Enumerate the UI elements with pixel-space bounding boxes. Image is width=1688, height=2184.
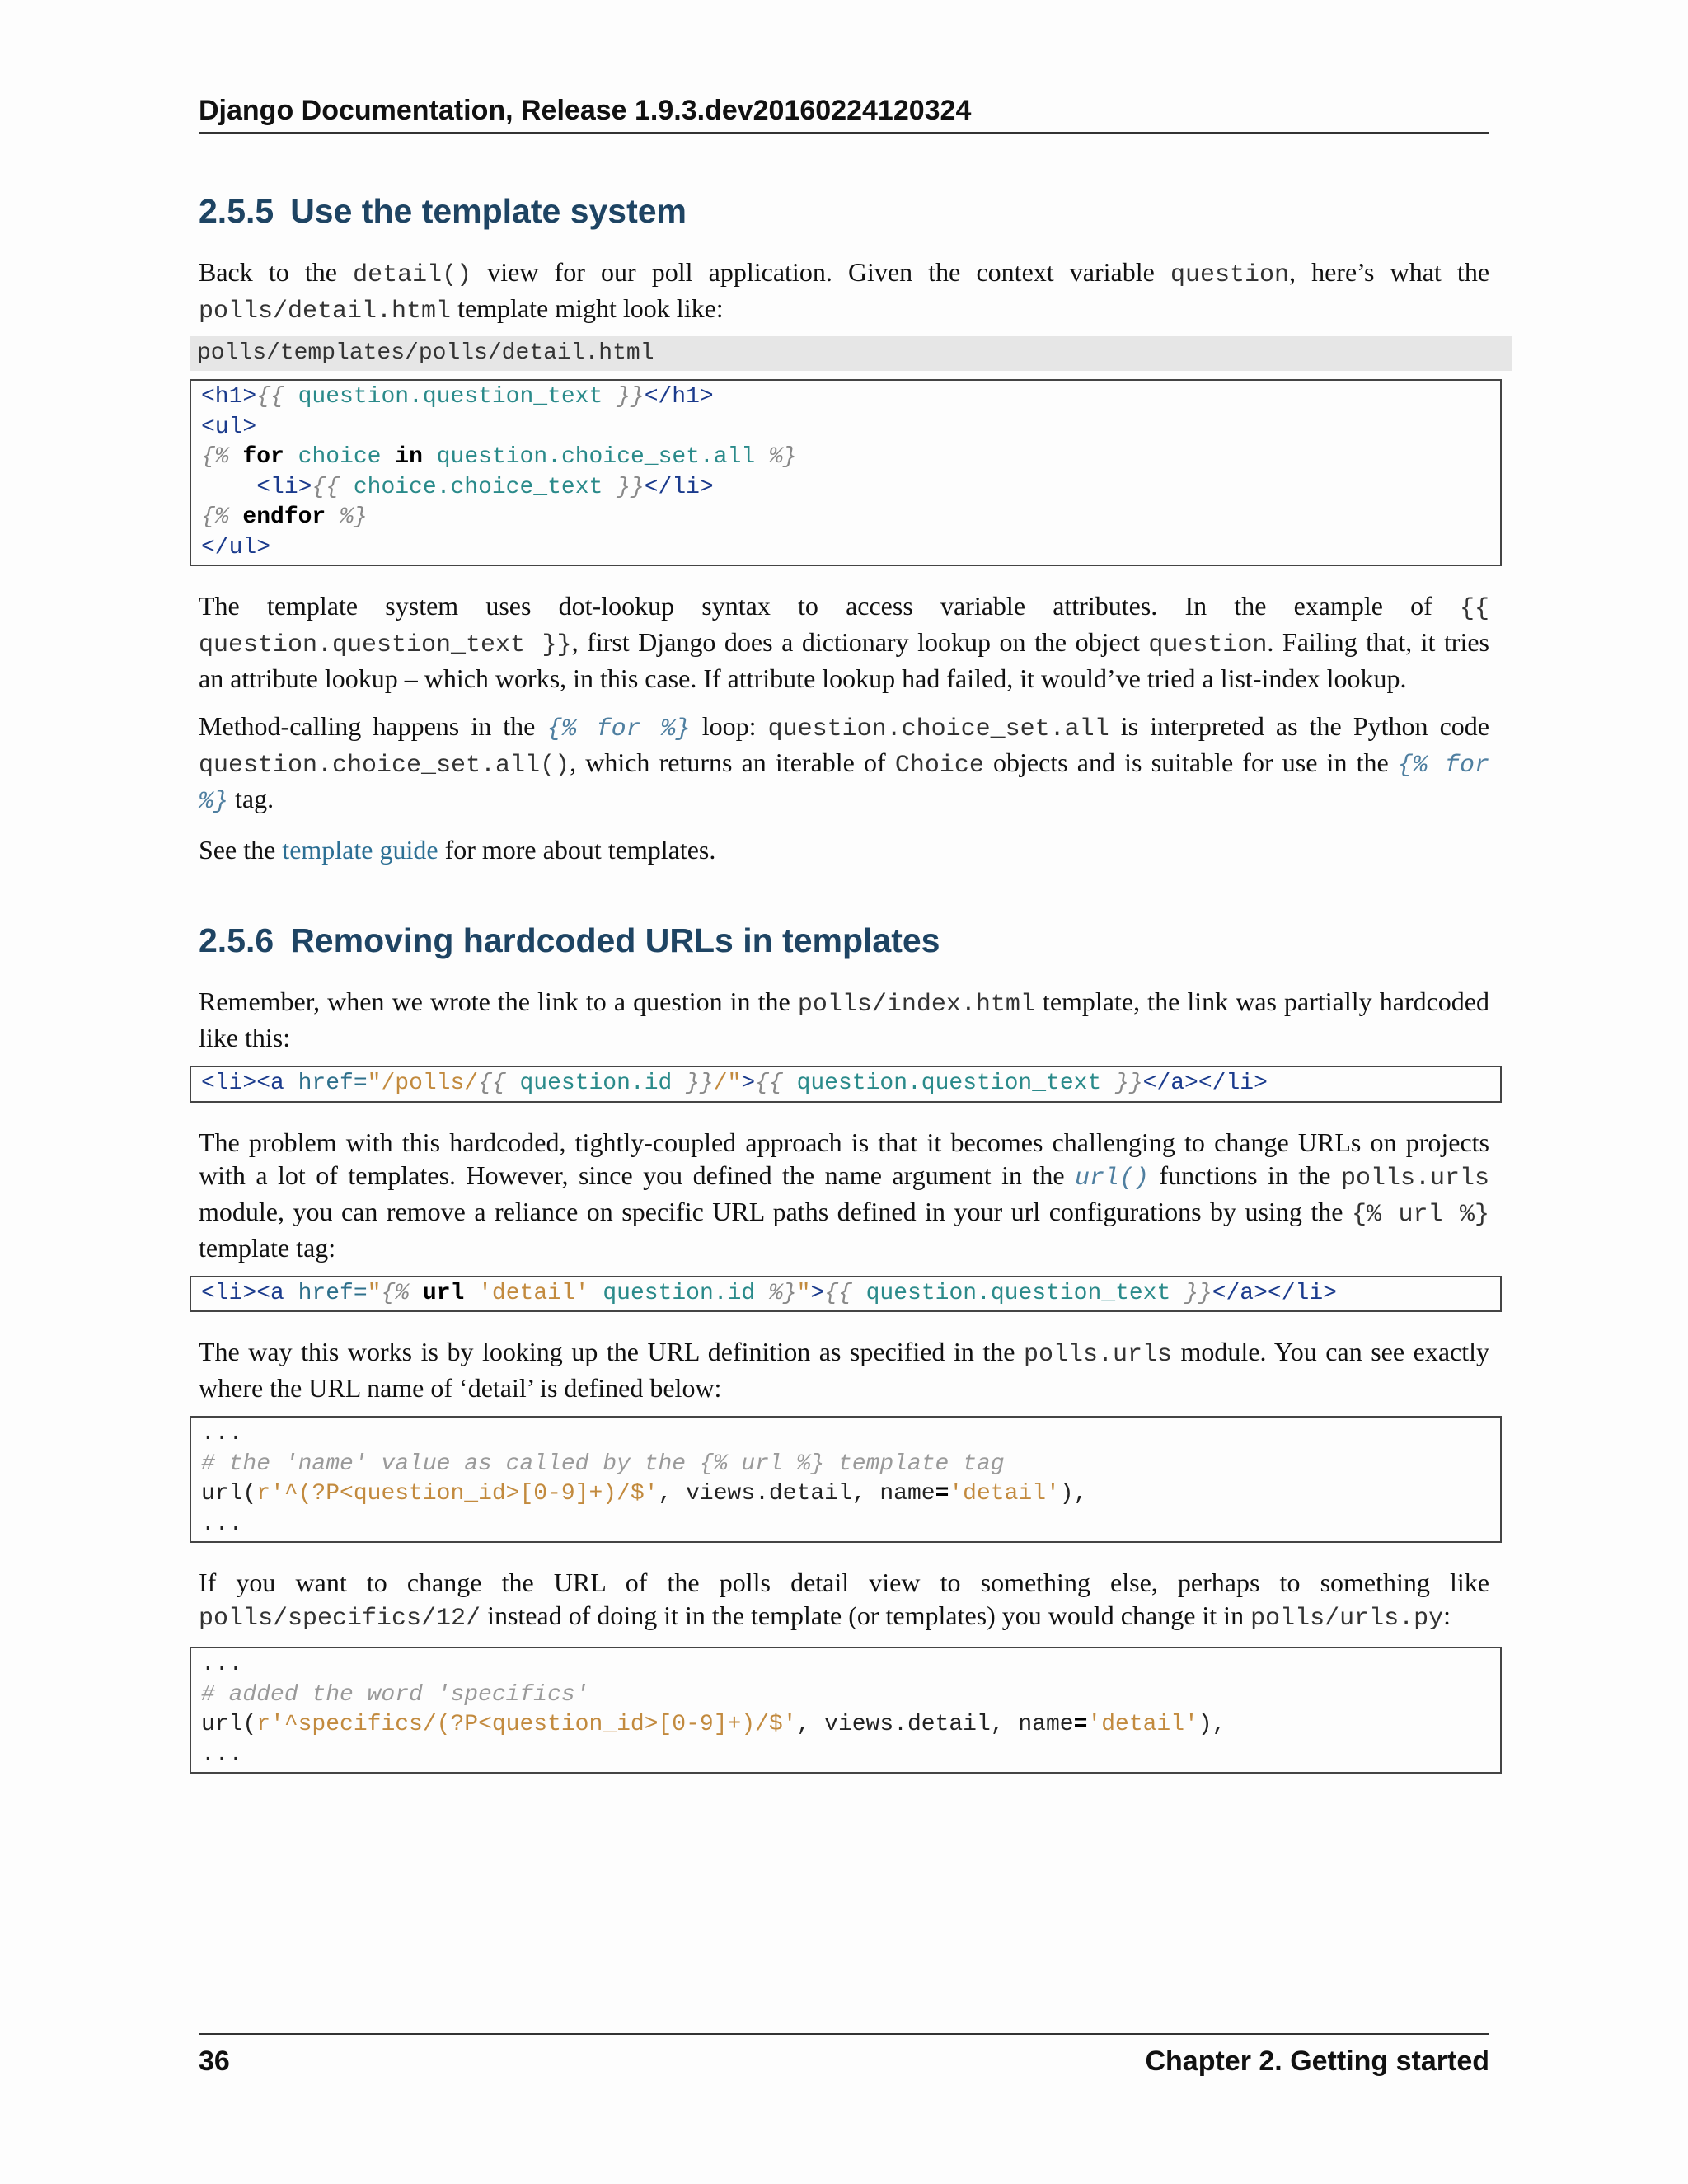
text: for more about templates. [438,835,716,865]
text: Remember, when we wrote the link to a question in the [199,987,798,1016]
inline-code: polls/index.html [797,991,1035,1019]
code-token: {{ [755,1071,783,1096]
inline-code: polls.urls [1340,1164,1490,1193]
code-token: 'detail' [1087,1712,1198,1737]
code-token: href= [284,1071,368,1096]
text: template might look like: [451,293,724,323]
text: view for our poll application. Given the context variable [471,257,1170,287]
code-token: " [367,1280,382,1306]
code-token: <h1> [201,384,257,410]
code-token: question.question_text [284,384,617,410]
paragraph [199,710,1489,818]
text: module. You can see exactly where the URL name of ‘detail’ is defined below: [199,1337,1490,1403]
paragraph [199,1566,1489,1635]
section-heading-2-5-5 [199,188,1489,234]
code-token: <ul> [201,414,257,440]
code-token: in [395,444,423,470]
inline-code: Choice [894,752,984,780]
text: The template system uses dot-lookup syntax to access variable attributes. In the example of [199,591,1460,621]
code-token: 'detail' [478,1280,589,1306]
text: Method-calling happens in the [199,711,547,741]
text: template, the link was partially hardcoded like this: [199,987,1490,1052]
text: functions in the [1149,1160,1341,1190]
code-token: %} [340,504,368,530]
code-token: = [1073,1712,1088,1737]
paragraph [199,985,1489,1054]
code-block-hardcoded-link [190,1066,1502,1103]
text: instead of doing it in the template (or templates) you would change it in [481,1601,1251,1630]
text: . Failing that, it tries an attribute lookup – which works, in this case. If attribute lookup had failed, it would’ve tried a list-index lookup. [199,627,1490,693]
code-token: href= [284,1280,368,1306]
code-token: %} [769,444,797,470]
text: If you want to change the URL of the polls detail view to something else, perhaps to something like [199,1568,1489,1597]
code-token: %} [768,1280,797,1306]
section-title: Removing hardcoded URLs in templates [290,921,940,959]
code-token: }} [617,384,645,410]
chapter-title: Chapter 2. Getting started [1145,2046,1489,2077]
code-token: question.question_text [851,1280,1185,1306]
text: , here’s what the [1288,257,1490,287]
inline-code: question [1170,261,1289,289]
code-token: url( [201,1712,257,1737]
code-token: question.choice_set.all [436,444,756,470]
inline-code: url() [1075,1164,1150,1193]
section-title: Use the template system [290,192,687,230]
code-token: </a></li> [1212,1280,1337,1306]
code-block-urls-detail [190,1416,1502,1543]
paragraph [199,1335,1489,1404]
paragraph [199,1126,1489,1264]
code-block-url-tag [190,1276,1502,1313]
inline-code: polls/urls.py [1250,1605,1444,1633]
code-token: endfor [242,504,326,530]
text: Back to the [199,257,354,287]
code-token: > [741,1071,756,1096]
code-comment: # added the word 'specifics' [201,1681,589,1708]
code-token: > [810,1280,825,1306]
code-token: }} [1184,1280,1212,1306]
code-token: ... [201,1421,243,1446]
paragraph [199,589,1489,695]
inline-code: polls.urls [1023,1341,1173,1369]
inline-code: polls/specifics/12/ [199,1605,481,1633]
text: is interpreted as the Python code [1109,711,1489,741]
code-token: {{ [478,1071,506,1096]
code-token: url [422,1280,465,1306]
page-content [199,188,1489,1774]
code-token: </h1> [644,384,714,410]
inline-code: {% url %} [1351,1200,1490,1229]
code-token: {% [381,1280,410,1306]
code-token: <li><a [201,1071,284,1096]
code-token: ... [201,1652,243,1677]
code-block-urls-specifics [190,1647,1502,1774]
text: : [1443,1601,1451,1630]
code-token: ... [201,1741,243,1768]
inline-code: {% for %} [199,752,1489,816]
code-token: /" [713,1071,742,1096]
inline-code: polls/detail.html [199,298,452,326]
text: The way this works is by looking up the URL definition as specified in the [199,1337,1024,1366]
code-token: " [796,1280,811,1306]
code-token: question.id [588,1280,769,1306]
code-token: {% [201,504,229,530]
code-token: }} [686,1071,714,1096]
code-token: {{ [256,384,284,410]
code-comment: # the 'name' value as called by the {% url %} template tag [201,1451,1005,1477]
text: loop: [690,711,768,741]
code-token: ), [1198,1712,1226,1737]
code-token: url( [201,1481,257,1507]
text: objects and is suitable for use in the [983,748,1398,777]
text: The problem with this hardcoded, tightly-coupled approach is that it becomes challenging to change URLs on projects with a lot of templates. However, since you defined the name argument in the [199,1127,1489,1190]
code-token: }} [1115,1071,1143,1096]
code-token: {{ [312,474,340,500]
inline-code: detail() [353,261,472,289]
code-token: = [935,1481,950,1507]
section-number: 2.5.5 [199,192,274,230]
code-token: ... [201,1511,243,1537]
code-token: <li> [256,474,312,500]
code-block-detail-template [190,379,1502,566]
code-token: {{ [824,1280,852,1306]
code-token: choice.choice_text [340,474,617,500]
code-token: }} [617,474,645,500]
running-header: Django Documentation, Release 1.9.3.dev20160224120324 [199,92,1489,134]
inline-code: {{ question.question_text }} [199,595,1489,659]
code-token: </ul> [201,534,271,560]
section-number: 2.5.6 [199,921,274,959]
section-heading-2-5-6 [199,917,1489,963]
code-token: <li><a [201,1280,284,1306]
code-token: r'^(?P<question_id>[0-9]+)/$' [256,1481,659,1507]
code-token: , views.detail, name [658,1481,935,1507]
page-number: 36 [199,2046,230,2077]
code-caption: polls/templates/polls/detail.html [190,336,1512,371]
text: template tag: [199,1232,336,1263]
code-token: question.question_text [782,1071,1116,1096]
code-token: choice [298,444,382,470]
code-token: {% [201,444,229,470]
text: , first Django does a dictionary lookup on the object [571,627,1149,657]
paragraph [199,255,1489,328]
text: module, you can remove a reliance on specific URL paths defined in your url configurations by using the [199,1196,1352,1226]
code-token: , views.detail, name [796,1712,1074,1737]
text: See the [199,835,283,865]
code-token: r'^specifics/(?P<question_id>[0-9]+)/$' [256,1712,797,1737]
page-footer [199,2033,1489,2079]
code-token: question.id [505,1071,687,1096]
text: tag. [228,784,274,813]
inline-code: question.choice_set.all() [199,752,570,780]
code-token: ), [1059,1481,1088,1507]
code-token: 'detail' [949,1481,1060,1507]
inline-code: {% for %} [546,715,691,743]
code-token: "/polls/ [367,1071,479,1096]
paragraph [199,833,1489,866]
template-guide-link[interactable]: template guide [282,835,438,865]
inline-code: question.choice_set.all [767,715,1109,743]
text: , which returns an iterable of [570,748,895,777]
code-token: </li> [644,474,714,500]
code-token: for [242,444,284,470]
code-token: </a></li> [1142,1071,1268,1096]
inline-code: question [1148,631,1268,659]
